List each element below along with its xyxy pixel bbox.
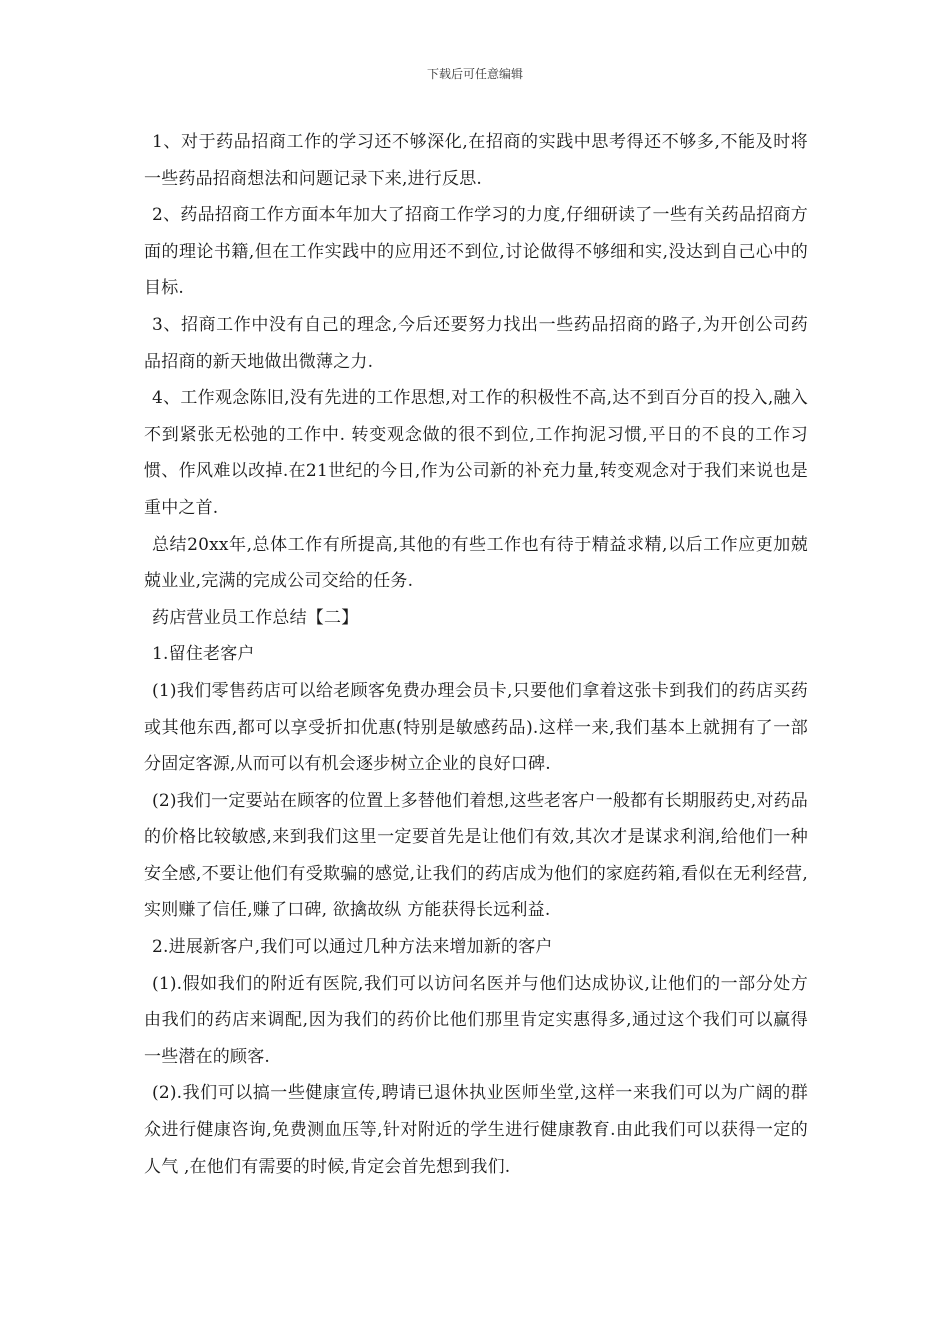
paragraph-retain-1: (1)我们零售药店可以给老顾客免费办理会员卡,只要他们拿着这张卡到我们的药店买药或其他东西,都可以享受折扣优惠(特别是敏感药品).这样一来,我们基本上就拥有了一部分固定客源,从而可以有机会逐步树立企业的良好口碑. xyxy=(144,680,808,775)
paragraph-summary: 总结20xx年,总体工作有所提高,其他的有些工作也有待于精益求精,以后工作应更加兢兢业业,完满的完成公司交给的任务. xyxy=(144,534,808,592)
page-header: 下载后可任意编辑 xyxy=(426,67,523,81)
section-heading: 药店营业员工作总结【二】 xyxy=(152,607,359,628)
paragraph-4: 4、工作观念陈旧,没有先进的工作思想,对工作的积极性不高,达不到百分百的投入,融入不到紧张无松弛的工作中. 转变观念做的很不到位,工作拘泥习惯,平日的不良的工作习惯、作风难以改掉.在21世纪的今日,作为公司新的补充力量,转变观念对于我们来说也是重中之首. xyxy=(144,388,808,518)
document-body xyxy=(144,124,808,1185)
paragraph-1: 1、对于药品招商工作的学习还不够深化,在招商的实践中思考得还不够多,不能及时将一些药品招商想法和问题记录下来,进行反思. xyxy=(144,132,808,189)
paragraph-3: 3、招商工作中没有自己的理念,今后还要努力找出一些药品招商的路子,为开创公司药品招商的新天地做出微薄之力. xyxy=(144,314,808,372)
subheading-retain-customers: 1.留住老客户 xyxy=(152,644,255,665)
paragraph-retain-2: (2)我们一定要站在顾客的位置上多替他们着想,这些老客户一般都有长期服药史,对药品的价格比较敏感,来到我们这里一定要首先是让他们有效,其次才是谋求利润,给他们一种安全感,不要让他们有受欺骗的感觉,让我们的药店成为他们的家庭药箱,看似在无利经营,实则赚了信任,赚了口碑, 欲擒故纵 方能获得长远利益. xyxy=(144,790,808,921)
paragraph-new-2: (2).我们可以搞一些健康宣传,聘请已退休执业医师坐堂,这样一来我们可以为广阔的群众进行健康咨询,免费测血压等,针对附近的学生进行健康教育.由此我们可以获得一定的 人气 ,在他们有需要的时候,肯定会首先想到我们. xyxy=(144,1083,808,1177)
paragraph-new-1: (1).假如我们的附近有医院,我们可以访问名医并与他们达成协议,让他们的一部分处方由我们的药店来调配,因为我们的药价比他们那里肯定实惠得多,通过这个我们可以赢得一些潜在的顾客. xyxy=(144,973,808,1067)
subheading-new-customers: 2.进展新客户,我们可以通过几种方法来增加新的客户 xyxy=(152,937,553,958)
paragraph-2: 2、药品招商工作方面本年加大了招商工作学习的力度,仔细研读了一些有关药品招商方面的理论书籍,但在工作实践中的应用还不到位,讨论做得不够细和实,没达到自己心中的目标. xyxy=(144,205,808,299)
